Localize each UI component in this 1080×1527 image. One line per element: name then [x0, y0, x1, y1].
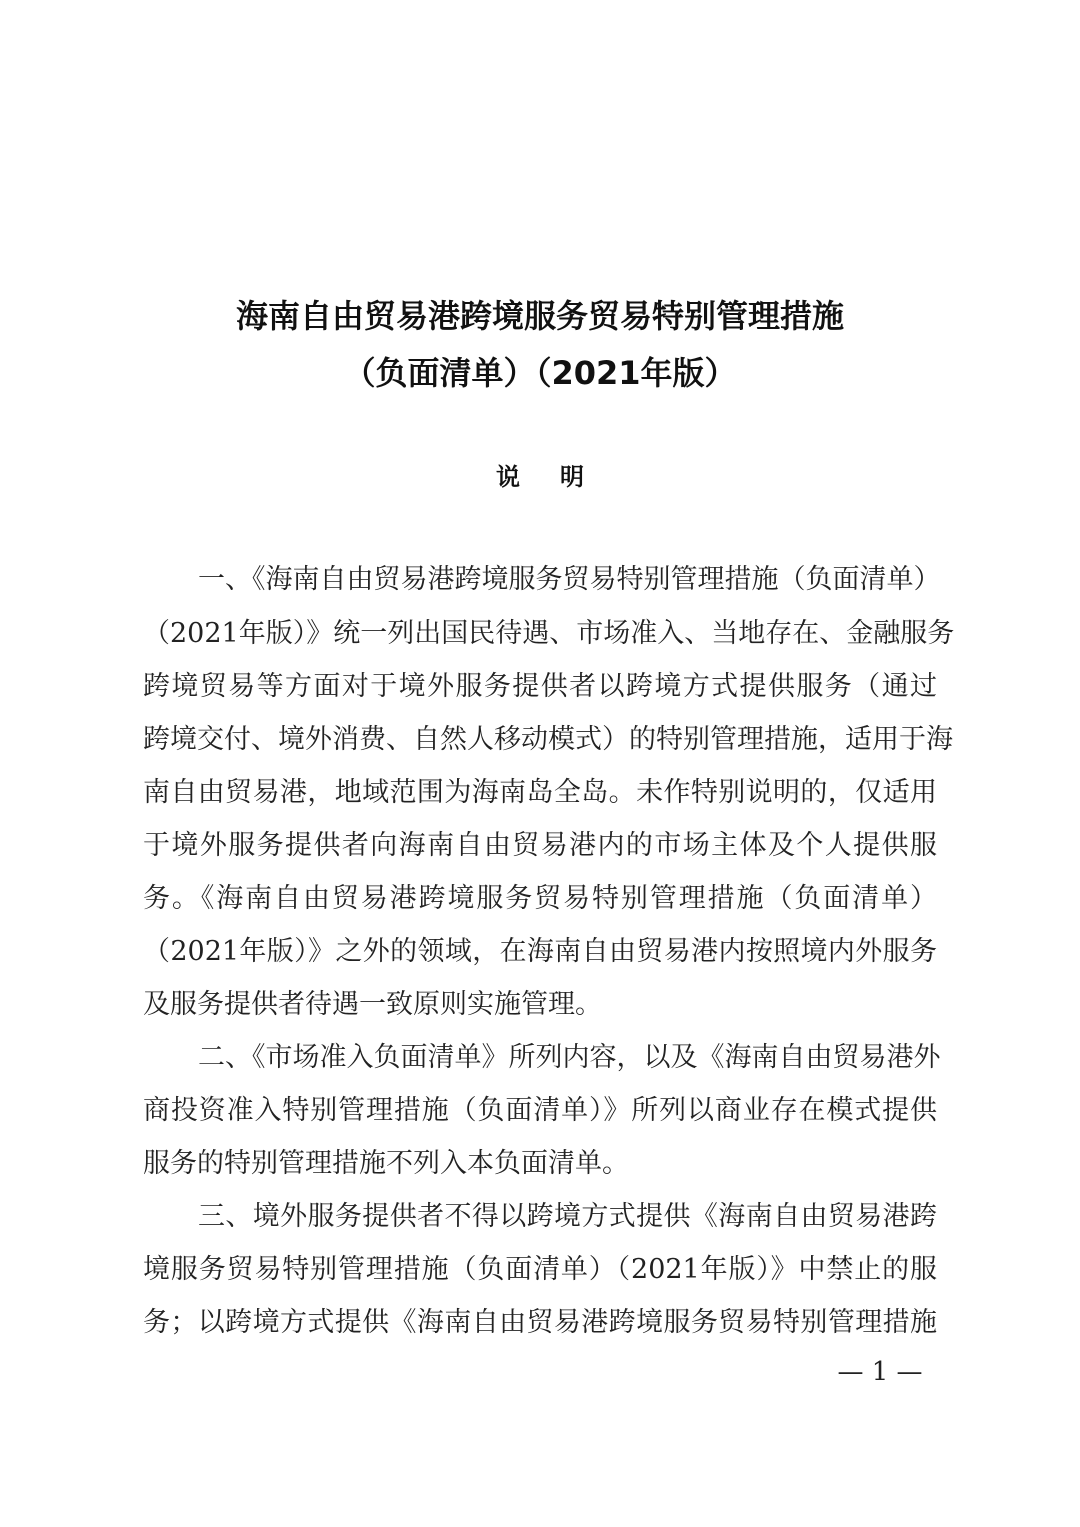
- paragraph-2-line: 服务的特别管理措施不列入本负面清单。: [143, 1148, 629, 1179]
- document-title: 海南自由贸易港跨境服务贸易特别管理措施: [235, 297, 844, 335]
- paragraph-1-line: 跨境贸易等方面对于境外服务提供者以跨境方式提供服务（通过: [143, 671, 937, 702]
- paragraph-1-line: （2021年版）》统一列出国民待遇、市场准入、当地存在、金融服务: [143, 618, 955, 649]
- paragraph-3-line: 境服务贸易特别管理措施（负面清单）（2021年版）》中禁止的服: [143, 1254, 937, 1285]
- paragraph-1-line: 及服务提供者待遇一致原则实施管理。: [143, 989, 602, 1020]
- document-title-edition: （负面清单）（2021年版）: [343, 354, 737, 392]
- paragraph-2-line: 商投资准入特别管理措施（负面清单）》所列以商业存在模式提供: [143, 1095, 937, 1126]
- paragraph-1-line: （2021年版）》之外的领域，在海南自由贸易港内按照境内外服务: [143, 936, 937, 967]
- paragraph-1-line: 于境外服务提供者向海南自由贸易港内的市场主体及个人提供服: [143, 830, 937, 861]
- paragraph-1-line: 跨境交付、境外消费、自然人移动模式）的特别管理措施，适用于海: [143, 724, 953, 755]
- page-number: — 1 —: [837, 1357, 923, 1387]
- paragraph-3-line: 三、境外服务提供者不得以跨境方式提供《海南自由贸易港跨: [198, 1201, 937, 1232]
- paragraph-2-line: 二、《市场准入负面清单》所列内容，以及《海南自由贸易港外: [198, 1042, 941, 1073]
- paragraph-1-line: 南自由贸易港，地域范围为海南岛全岛。未作特别说明的，仅适用: [143, 777, 937, 808]
- paragraph-3-line: 务；以跨境方式提供《海南自由贸易港跨境服务贸易特别管理措施: [143, 1307, 937, 1338]
- paragraph-1-line: 务。《海南自由贸易港跨境服务贸易特别管理措施（负面清单）: [143, 883, 937, 914]
- paragraph-1-line: 一、《海南自由贸易港跨境服务贸易特别管理措施（负面清单）: [198, 564, 941, 595]
- section-heading: 说明: [496, 463, 624, 491]
